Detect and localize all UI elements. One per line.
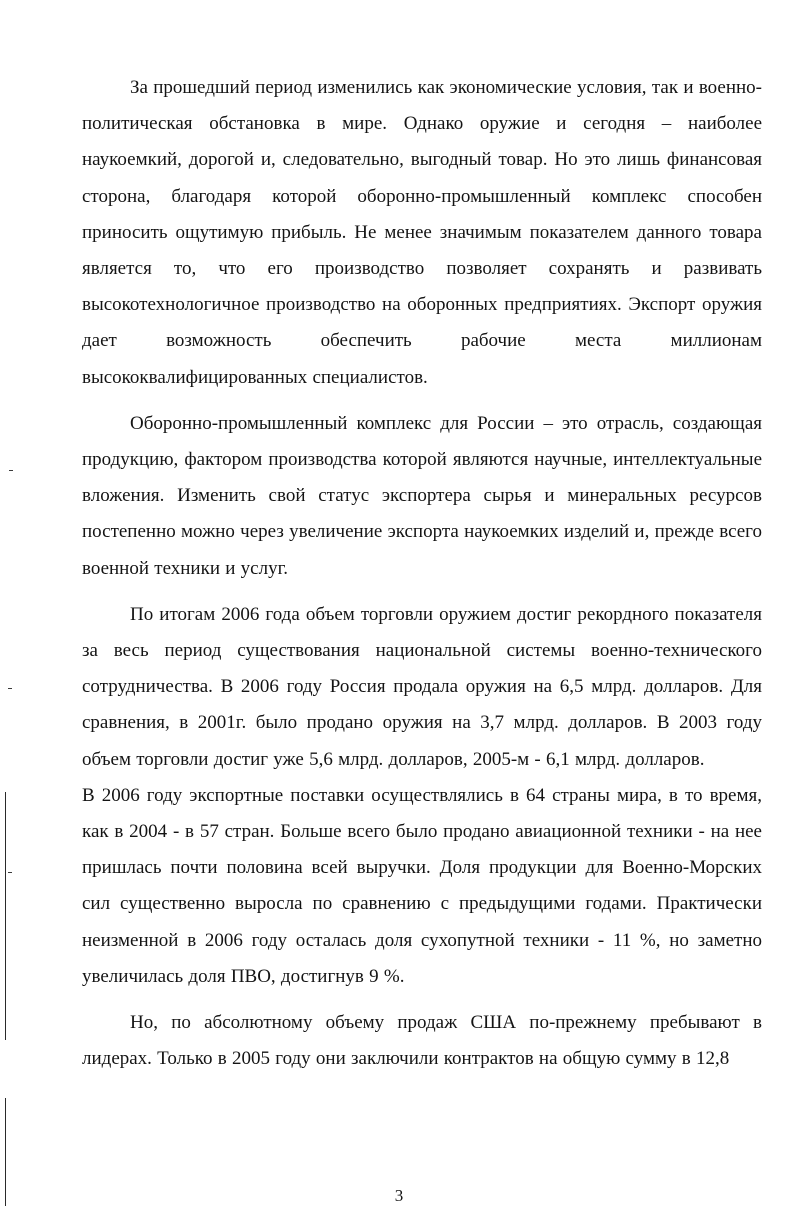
- paragraph-2: Оборонно-промышленный комплекс для России – это отрасль, создающая продукцию, фактором производства которой являются научные, интеллектуальные вложения. Изменить свой статус экспортера сырья и минеральных ресурсов постепенно можно через увеличение экспорта наукоемких изделий и, прежде всего военной техники и услуг.: [82, 412, 762, 579]
- page-number: 3: [394, 1186, 404, 1205]
- scan-mark-artifact: [8, 872, 12, 873]
- paragraph-1: За прошедший период изменились как экономические условия, так и военно-политическая обстановка в мире. Однако оружие и сегодня – наиболее наукоемкий, дорогой и, следовательно, выгодный товар. Но это лишь финансовая сторона, благодаря которой оборонно-промышленный комплекс способен приносить ощутимую прибыль. Не менее значимым показателем данного товара является то, что его производство позволяет сохранять и развивать высокотехнологичное производство на оборонных предприятиях. Экспорт оружия дает возможность обеспечить рабочие места миллионам высококвалифицированных специалистов.: [82, 77, 762, 388]
- paragraph-5: Но, по абсолютному объему продаж США по-прежнему пребывают в лидерах. Только в 2005 году они заключили контрактов на общую сумму в 12,8: [82, 1012, 762, 1070]
- scan-mark-artifact: [8, 688, 12, 689]
- paragraph-3: По итогам 2006 года объем торговли оружием достиг рекордного показателя за весь период существования национальной системы военно-технического сотрудничества. В 2006 году Россия продала оружия на 6,5 млрд. долларов. Для сравнения, в 2001г. было продано оружия на 3,7 млрд. долларов. В 2003 году объем торговли достиг уже 5,6 млрд. долларов, 2005-м - 6,1 млрд. долларов.: [82, 603, 762, 770]
- scan-mark-artifact: [9, 470, 13, 471]
- scan-edge-artifact: [5, 792, 6, 1040]
- paragraph-4: В 2006 году экспортные поставки осуществлялись в 64 страны мира, в то время, как в 2004 - в 57 стран. Больше всего было продано авиационной техники - на нее пришлась почти половина всей выручки. Доля продукции для Военно-Морских сил существенно выросла по сравнению с предыдущими годами. Практически неизменной в 2006 году осталась доля сухопутной техники - 11 %, но заметно увеличилась доля ПВО, достигнув 9 %.: [82, 784, 762, 987]
- body-text: [82, 70, 762, 1077]
